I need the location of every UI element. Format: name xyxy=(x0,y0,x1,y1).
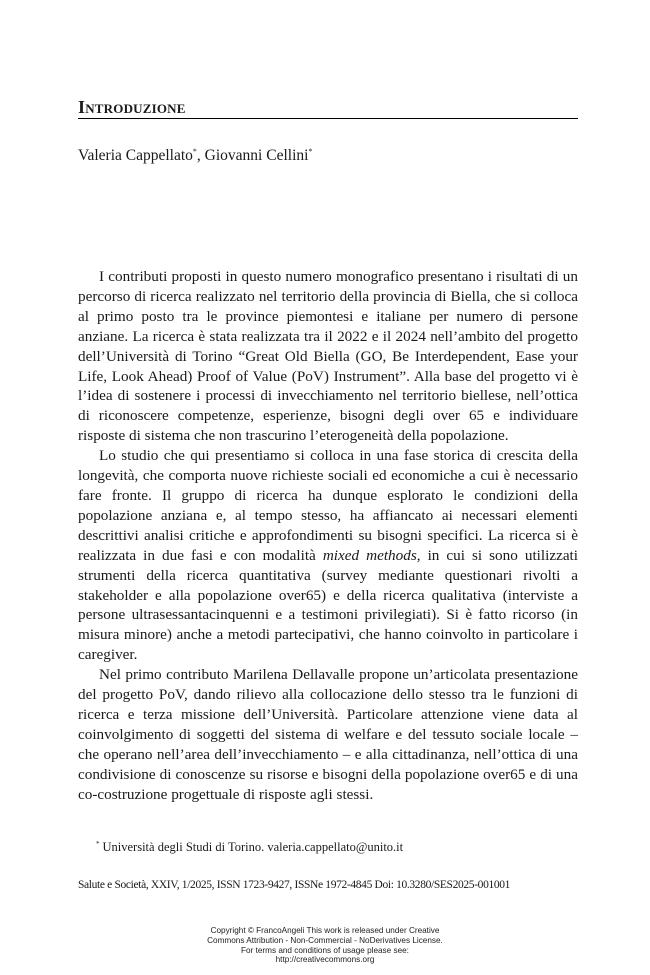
author-name-2: Giovanni Cellini xyxy=(204,147,309,164)
author-footnote-mark-2: * xyxy=(308,147,313,156)
author-affiliation-footnote xyxy=(96,836,576,855)
journal-citation: Salute e Società, XXIV, 1/2025, ISSN 1723-9427, ISSNe 1972-4845 Doi: 10.3280/SES2025-001001 xyxy=(78,879,511,891)
license-line-2: Commons Attribution - Non-Commercial - NoDerivatives License. xyxy=(207,935,443,945)
paragraph-1-text: I contributi proposti in questo numero monografico presentano i risultati di un percorso di ricerca realizzato nel territorio della provincia di Biella, che si colloca al primo posto tra le province piemontesi e italiane per numero di persone anziane. La ricerca è stata realizzata tra il 2022 e il 2024 nell’ambito del progetto dell’Università di Torino “Great Old Biella (GO, Be Interdependent, Ease your Life, Look Ahead) Proof of Value (PoV) Instrument”. Alla base del progetto vi è l’idea di sostenere i processi di invecchiamento nel territorio biellese, nell’ottica di riconoscere competenze, esperienze, bisogni degli over 65 e individuare risposte di sistema che non trascurino l’eterogeneità della popolazione. xyxy=(78,268,578,445)
paragraph-3 xyxy=(78,665,578,804)
author-footnote-mark-1: * xyxy=(192,147,197,156)
paragraph-1 xyxy=(78,267,578,446)
license-link[interactable]: http://creativecommons.org xyxy=(275,955,375,965)
license-notice xyxy=(160,926,490,965)
footnote-mark: * xyxy=(96,840,100,848)
section-title: Introduzione xyxy=(78,97,186,117)
title-divider xyxy=(78,118,578,119)
paragraph-2-text-b: , in cui si sono utilizzati strumenti della ricerca quantitativa (survey mediante questionari rivolti a stakeholder e alla popolazione over65) e della ricerca qualitativa (interviste a persone ultrasessantacinquenni e a testimoni privilegiati). Si è fatto ricorso (in misura minore) anche a metodi partecipativi, che hanno coinvolto in particolare i caregiver. xyxy=(78,546,578,664)
license-line-1: Copyright © FrancoAngeli This work is released under Creative xyxy=(210,926,440,935)
author-name-1: Valeria Cappellato xyxy=(78,147,193,164)
paragraph-2 xyxy=(78,446,578,665)
license-line-3: For terms and conditions of usage please see: xyxy=(241,945,409,955)
author-separator: , xyxy=(196,147,205,164)
paragraph-2-italic-term: mixed methods xyxy=(322,546,417,564)
paragraph-3-text: Nel primo contributo Marilena Dellavalle propone un’articolata presentazione del progetto PoV, dando rilievo alla collocazione dello stesso tra le funzioni di ricerca e terza missione dell’Università. Particolare attenzione viene data al coinvolgimento di soggetti del sistema di welfare e del tessuto sociale locale – che operano nell’area dell’invecchiamento – e alla cittadinanza, nell’ottica di una condivisione di conoscenze su risorse e bisogni della popolazione over65 e di una co-costruzione progettuale di risposte agli stessi. xyxy=(78,666,578,803)
body-text xyxy=(78,267,578,804)
footnote-text: Università degli Studi di Torino. valeria.cappellato@unito.it xyxy=(102,840,404,854)
authors-line xyxy=(78,143,578,165)
paragraph-2-text-a: Lo studio che qui presentiamo si colloca in una fase storica di crescita della longevità, che comporta nuove richieste sociali ed economiche a cui è necessario fare fronte. Il gruppo di ricerca ha dunque esplorato le condizioni della popolazione anziana e, al tempo stesso, ha affiancato ai necessari elementi descrittivi analisi critiche e approfondimenti su bisogni specifici. La ricerca si è realizzata in due fasi e con modalità xyxy=(78,447,578,564)
